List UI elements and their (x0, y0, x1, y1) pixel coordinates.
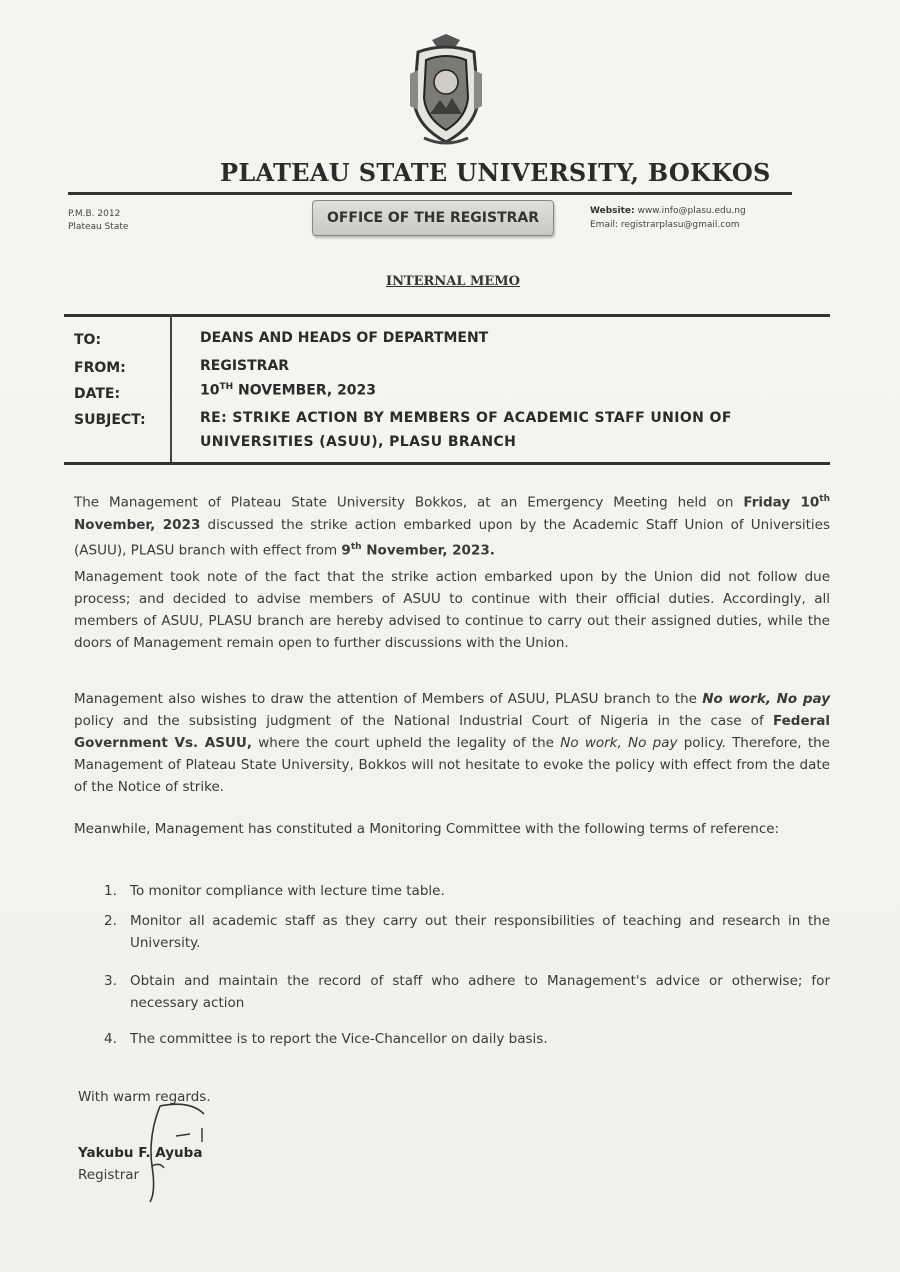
regards-line: With warm regards. (78, 1089, 211, 1105)
email-label: Email: (590, 220, 619, 230)
list-number: 1. (104, 883, 117, 899)
date-day: 10 (200, 382, 220, 399)
text-run: discussed the strike action embarked upon by the Academic Staff Union of Universities (ASUU), PLASU branch with effect from (74, 516, 830, 558)
text-run: th (350, 541, 362, 552)
paragraph-3 (74, 688, 830, 798)
date-value (200, 382, 376, 399)
memo-title: INTERNAL MEMO (386, 274, 520, 289)
date-suffix: TH (219, 382, 234, 392)
list-text: Monitor all academic staff as they carry out their responsibilities of teaching and research in the University. (130, 913, 830, 951)
list-number: 3. (104, 973, 117, 989)
signature-mark (130, 1096, 220, 1206)
list-number: 2. (104, 913, 117, 929)
email-line (590, 218, 746, 232)
text-run: The Management of Plateau State University Bokkos, at an Emergency Meeting held on (74, 494, 744, 511)
list-text: The committee is to report the Vice-Chancellor on daily basis. (130, 1031, 548, 1047)
subject-line: RE: STRIKE ACTION BY MEMBERS OF ACADEMIC STAFF UNION OF (200, 410, 732, 426)
from-label: FROM: (74, 360, 126, 376)
text-run: No work, No pay (702, 691, 830, 707)
website-label: Website: (590, 206, 635, 216)
text-run: 9 (341, 542, 351, 558)
subject-line: UNIVERSITIES (ASUU), PLASU BRANCH (200, 434, 517, 450)
paragraph-1 (74, 488, 830, 561)
list-number: 4. (104, 1031, 117, 1047)
text-run: November, 2023 (74, 516, 201, 533)
date-label: DATE: (74, 386, 121, 402)
website-line (590, 204, 746, 218)
to-label: TO: (74, 332, 102, 348)
list-text: To monitor compliance with lecture time table. (130, 883, 445, 899)
university-name: PLATEAU STATE UNIVERSITY, BOKKOS (220, 158, 771, 187)
text-run: Friday 10 (743, 494, 820, 511)
to-value: DEANS AND HEADS OF DEPARTMENT (200, 330, 489, 346)
email-value: registrarplasu@gmail.com (620, 220, 740, 230)
paragraph-4: Meanwhile, Management has constituted a Monitoring Committee with the following terms of reference: (74, 821, 780, 837)
header-divider (170, 314, 172, 465)
subject-label: SUBJECT: (74, 412, 146, 428)
text-run: Management also wishes to draw the attention of Members of ASUU, PLASU branch to the (74, 691, 703, 707)
date-rest: NOVEMBER, 2023 (233, 382, 377, 399)
text-run: policy and the subsisting judgment of the National Industrial Court of Nigeria in the case of (74, 713, 773, 729)
office-of-registrar-banner: OFFICE OF THE REGISTRAR (312, 200, 554, 236)
signatory-title: Registrar (78, 1167, 140, 1183)
list-text: Obtain and maintain the record of staff who adhere to Management's advice or otherwise; for necessary action (130, 973, 830, 1011)
text-run: Federal Government Vs. ASUU, (74, 713, 830, 751)
letterhead-rule (68, 192, 792, 195)
postal-address (68, 208, 128, 234)
paragraph-2: Management took note of the fact that the strike action embarked upon by the Union did not follow due process; and decided to advise members of ASUU to continue with their official duties. Accordingly, all members of ASUU, PLASU branch are hereby advised to continue to carry out their assigned duties, while the doors of Management remain open to further discussions with the Union. (74, 569, 830, 651)
university-crest-icon (400, 30, 492, 148)
address-line: P.M.B. 2012 (68, 209, 121, 219)
contact-info (590, 204, 746, 232)
website-value: www.info@plasu.edu.ng (637, 206, 746, 216)
text-run: No work, No pay (560, 735, 678, 751)
header-rule-top (64, 314, 830, 317)
text-run: policy. Therefore, the Management of Plateau State University, Bokkos will not hesitate to evoke the policy with effect from the date of the Notice of strike. (74, 735, 830, 795)
text-run: November, 2023. (361, 542, 495, 558)
text-run: th (819, 494, 830, 504)
signatory-name: Yakubu F. Ayuba (78, 1145, 203, 1161)
address-line: Plateau State (68, 222, 129, 232)
text-run: where the court upheld the legality of the (252, 735, 561, 751)
from-value: REGISTRAR (200, 358, 290, 374)
header-rule-bottom (64, 462, 830, 465)
